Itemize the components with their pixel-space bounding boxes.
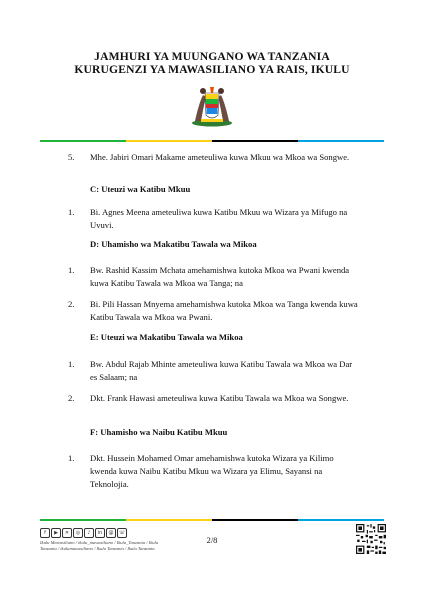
header-title-line2: KURUGENZI YA MAWASILIANO YA RAIS, IKULU: [74, 63, 350, 76]
rule-segment-blue: [298, 140, 384, 142]
item-text: Bw. Abdul Rajab Mhinte ameteuliwa kuwa Katibu Tawala wa Mkoa wa Dar es Salaam; na: [90, 359, 353, 382]
item-number: 1.: [68, 453, 75, 463]
item-text: Bi. Agnes Meena ameteuliwa kuwa Katibu Mkuu wa Wizara ya Mifugo na Uvuvi.: [90, 207, 348, 230]
item-number: 5.: [68, 152, 75, 162]
rule-segment-green: [40, 519, 126, 521]
item-text: Bi. Pili Hassan Mnyema amehamishwa kutoka Mkoa wa Tanga kwenda kuwa Katibu Tawala wa Mkoa wa Pwani.: [90, 299, 358, 322]
threads-icon[interactable]: @: [106, 528, 116, 538]
list-item: [68, 206, 360, 232]
item-text: Dkt. Hussein Mohamed Omar amehamishwa kutoka Wizara ya Kilimo kwenda kuwa Naibu Katibu Mkuu wa Wizara ya Elimu, Sayansi na Teknolojia.: [90, 453, 334, 489]
item-text: Bw. Rashid Kassim Mchata amehamishwa kutoka Mkoa wa Pwani kwenda kuwa Katibu Tawala wa Mkoa wa Tanga; na: [90, 265, 350, 288]
qr-code-icon: [356, 524, 386, 554]
list-item: [68, 452, 360, 491]
list-item: [68, 264, 360, 290]
rule-segment-black: [212, 140, 298, 142]
section-heading-c: C: Uteuzi wa Katibu Mkuu: [90, 184, 191, 194]
item-number: 1.: [68, 207, 75, 217]
list-item: [68, 151, 360, 164]
social-handles: Ikulu Mawasiliano / ikulu_mawasiliano / Ikulu_Tanzania / Ikulu Tanzania / ikulumawasiliano / Ikulu Tanzania / Ikulu Tanzania: [40, 540, 159, 552]
rule-segment-yellow: [126, 140, 212, 142]
section-heading-f: F: Uhamisho wa Naibu Katibu Mkuu: [90, 427, 228, 437]
page-number: 2/8: [206, 536, 218, 545]
tanzania-coat-of-arms-icon: [187, 81, 237, 131]
item-number: 1.: [68, 359, 75, 369]
rule-segment-green: [40, 140, 126, 142]
list-item: [68, 392, 360, 405]
list-item: [68, 358, 360, 384]
facebook-icon[interactable]: f: [40, 528, 50, 538]
item-number: 2.: [68, 299, 75, 309]
rule-segment-yellow: [126, 519, 212, 521]
section-heading-d: D: Uhamisho wa Makatibu Tawala wa Mikoa: [90, 239, 257, 249]
item-text: Mhe. Jabiri Omari Makame ameteuliwa kuwa Mkuu wa Mkoa wa Songwe.: [90, 152, 350, 162]
document-header: [0, 50, 424, 76]
list-item: [68, 298, 360, 324]
header-color-rule: [40, 140, 384, 142]
twitter-icon[interactable]: ✕: [62, 528, 72, 538]
whatsapp-icon[interactable]: ☏: [118, 530, 126, 536]
instagram-icon[interactable]: ◎: [73, 528, 83, 538]
section-heading-e: E: Uteuzi wa Makatibu Tawala wa Mikoa: [90, 332, 243, 342]
item-number: 2.: [68, 393, 75, 403]
header-title-line1: JAMHURI YA MUUNGANO WA TANZANIA: [94, 50, 330, 63]
rule-segment-black: [212, 519, 298, 521]
item-number: 1.: [68, 265, 75, 275]
linkedin-icon[interactable]: in: [95, 528, 105, 538]
tiktok-icon[interactable]: ♪: [84, 528, 94, 538]
footer-color-rule: [40, 519, 384, 521]
youtube-icon[interactable]: ▶: [51, 528, 61, 538]
item-text: Dkt. Frank Hawasi ameteuliwa kuwa Katibu Tawala wa Mkoa wa Songwe.: [90, 393, 349, 403]
rule-segment-blue: [298, 519, 384, 521]
